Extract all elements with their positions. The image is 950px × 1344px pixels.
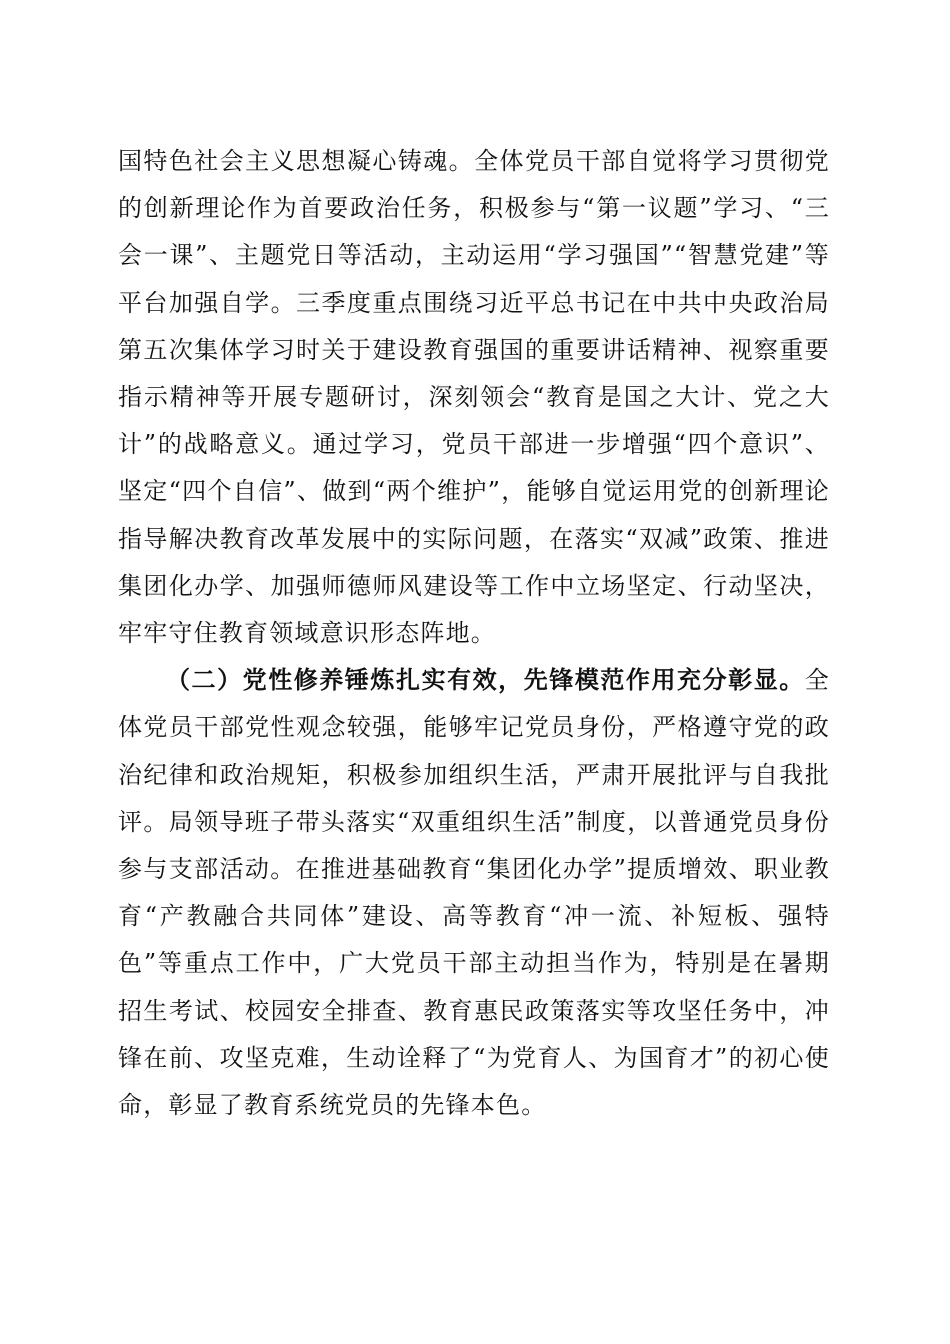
section-2-body: 全体党员干部党性观念较强，能够牢记党员身份，严格遵守党的政治纪律和政治规矩，积极参加组织生活，严肃开展批评与自我批评。局领导班子带头落实“双重组织生活”制度，以普通党员身份参与支部活动。在推进基础教育“集团化办学”提质增效、职业教育“产教融合共同体”建设、高等教育“冲一流、补短板、强特色”等重点工作中，广大党员干部主动担当作为，特别是在暑期招生考试、校园安全排查、教育惠民政策落实等攻坚任务中，冲锋在前、攻坚克难，生动诠释了“为党育人、为国育才”的初心使命，彰显了教育系统党员的先锋本色。 [118, 666, 830, 1120]
section-2-paragraph [118, 657, 830, 1129]
document-body [118, 138, 830, 1129]
paragraph-continuation: 国特色社会主义思想凝心铸魂。全体党员干部自觉将学习贯彻党的创新理论作为首要政治任务，积极参与“第一议题”学习、“三会一课”、主题党日等活动，主动运用“学习强国”“智慧党建”等平台加强自学。三季度重点围绕习近平总书记在中共中央政治局第五次集体学习时关于建设教育强国的重要讲话精神、视察重要指示精神等开展专题研讨，深刻领会“教育是国之大计、党之大计”的战略意义。通过学习，党员干部进一步增强“四个意识”、坚定“四个自信”、做到“两个维护”，能够自觉运用党的创新理论指导解决教育改革发展中的实际问题，在落实“双减”政策、推进集团化办学、加强师德师风建设等工作中立场坚定、行动坚决，牢牢守住教育领域意识形态阵地。 [118, 147, 830, 648]
section-2-heading: （二）党性修养锤炼扎实有效，先锋模范作用充分彰显。 [166, 666, 805, 695]
